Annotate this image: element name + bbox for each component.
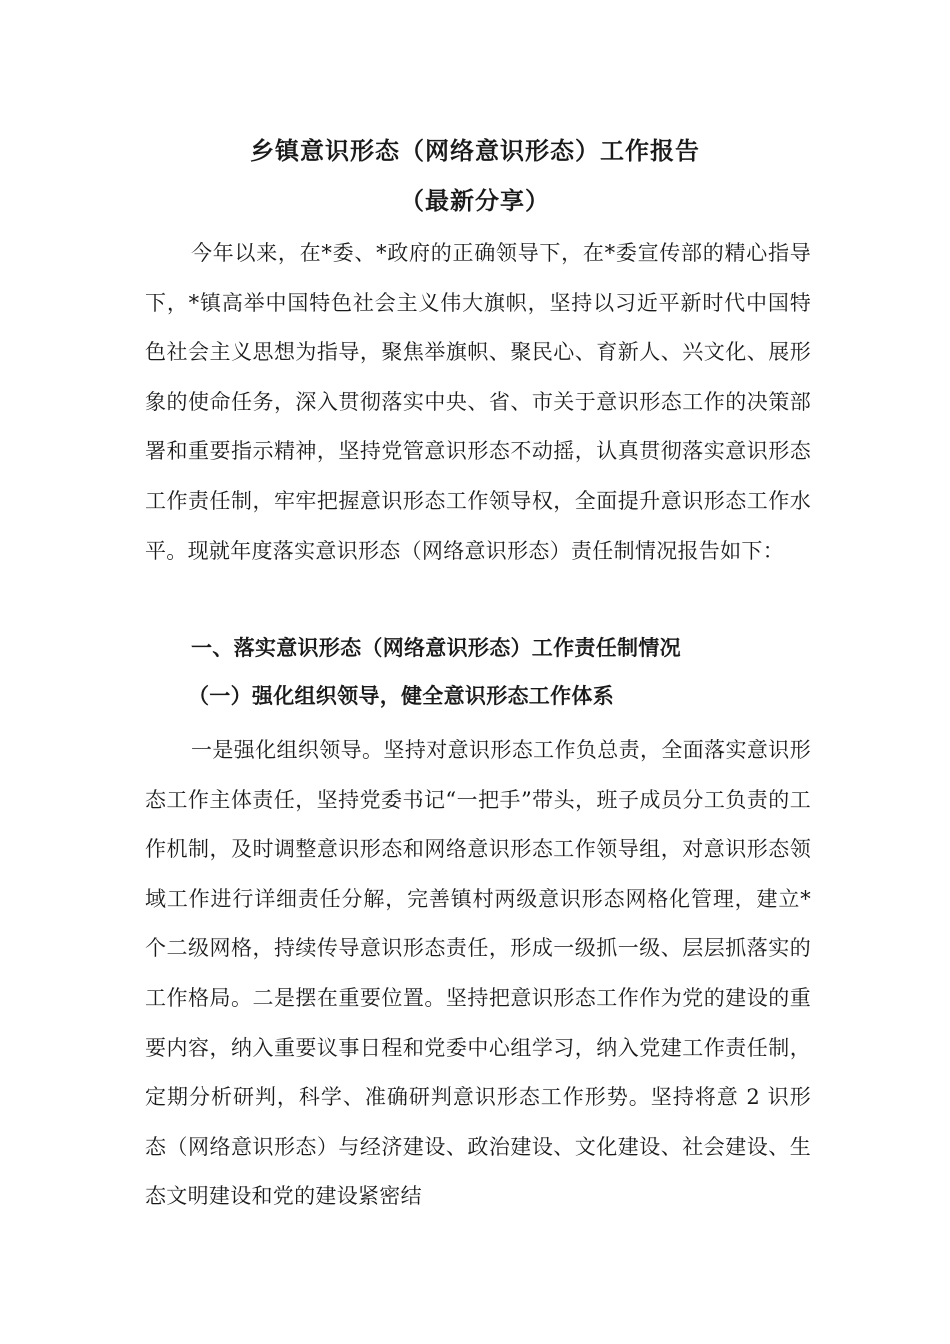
section-heading: 一、落实意识形态（网络意识形态）工作责任制情况 [191,636,681,660]
intro-paragraph: 今年以来，在*委、*政府的正确领导下，在*委宣传部的精心指导下，*镇高举中国特色社会主义伟大旗帜，坚持以习近平新时代中国特色社会主义思想为指导，聚焦举旗帜、聚民心、育新人、兴文化、展形象的使命任务，深入贯彻落实中央、省、市关于意识形态工作的决策部署和重要指示精神，坚持党管意识形态不动摇，认真贯彻落实意识形态工作责任制，牢牢把握意识形态工作领导权，全面提升意识形态工作水平。现就年度落实意识形态（网络意识形态）责任制情况报告如下： [145,241,811,563]
subsection-heading: （一）强化组织领导，健全意识形态工作体系 [188,684,614,708]
document-title: 乡镇意识形态（网络意识形态）工作报告 [250,137,700,165]
body-paragraph: 一是强化组织领导。坚持对意识形态工作负总责，全面落实意识形态工作主体责任，坚持党委书记“一把手”带头，班子成员分工负责的工作机制，及时调整意识形态和网络意识形态工作领导组，对意识形态领域工作进行详细责任分解，完善镇村两级意识形态网格化管理，建立*个二级网格，持续传导意识形态责任，形成一级抓一级、层层抓落实的工作格局。二是摆在重要位置。坚持把意识形态工作作为党的建设的重要内容，纳入重要议事日程和党委中心组学习，纳入党建工作责任制，定期分析研判，科学、准确研判意识形态工作形势。坚持将意 2 识形态（网络意识形态）与经济建设、政治建设、文化建设、社会建设、生态文明建设和党的建设紧密结 [145,738,811,1209]
document-subtitle: （最新分享） [400,187,550,215]
